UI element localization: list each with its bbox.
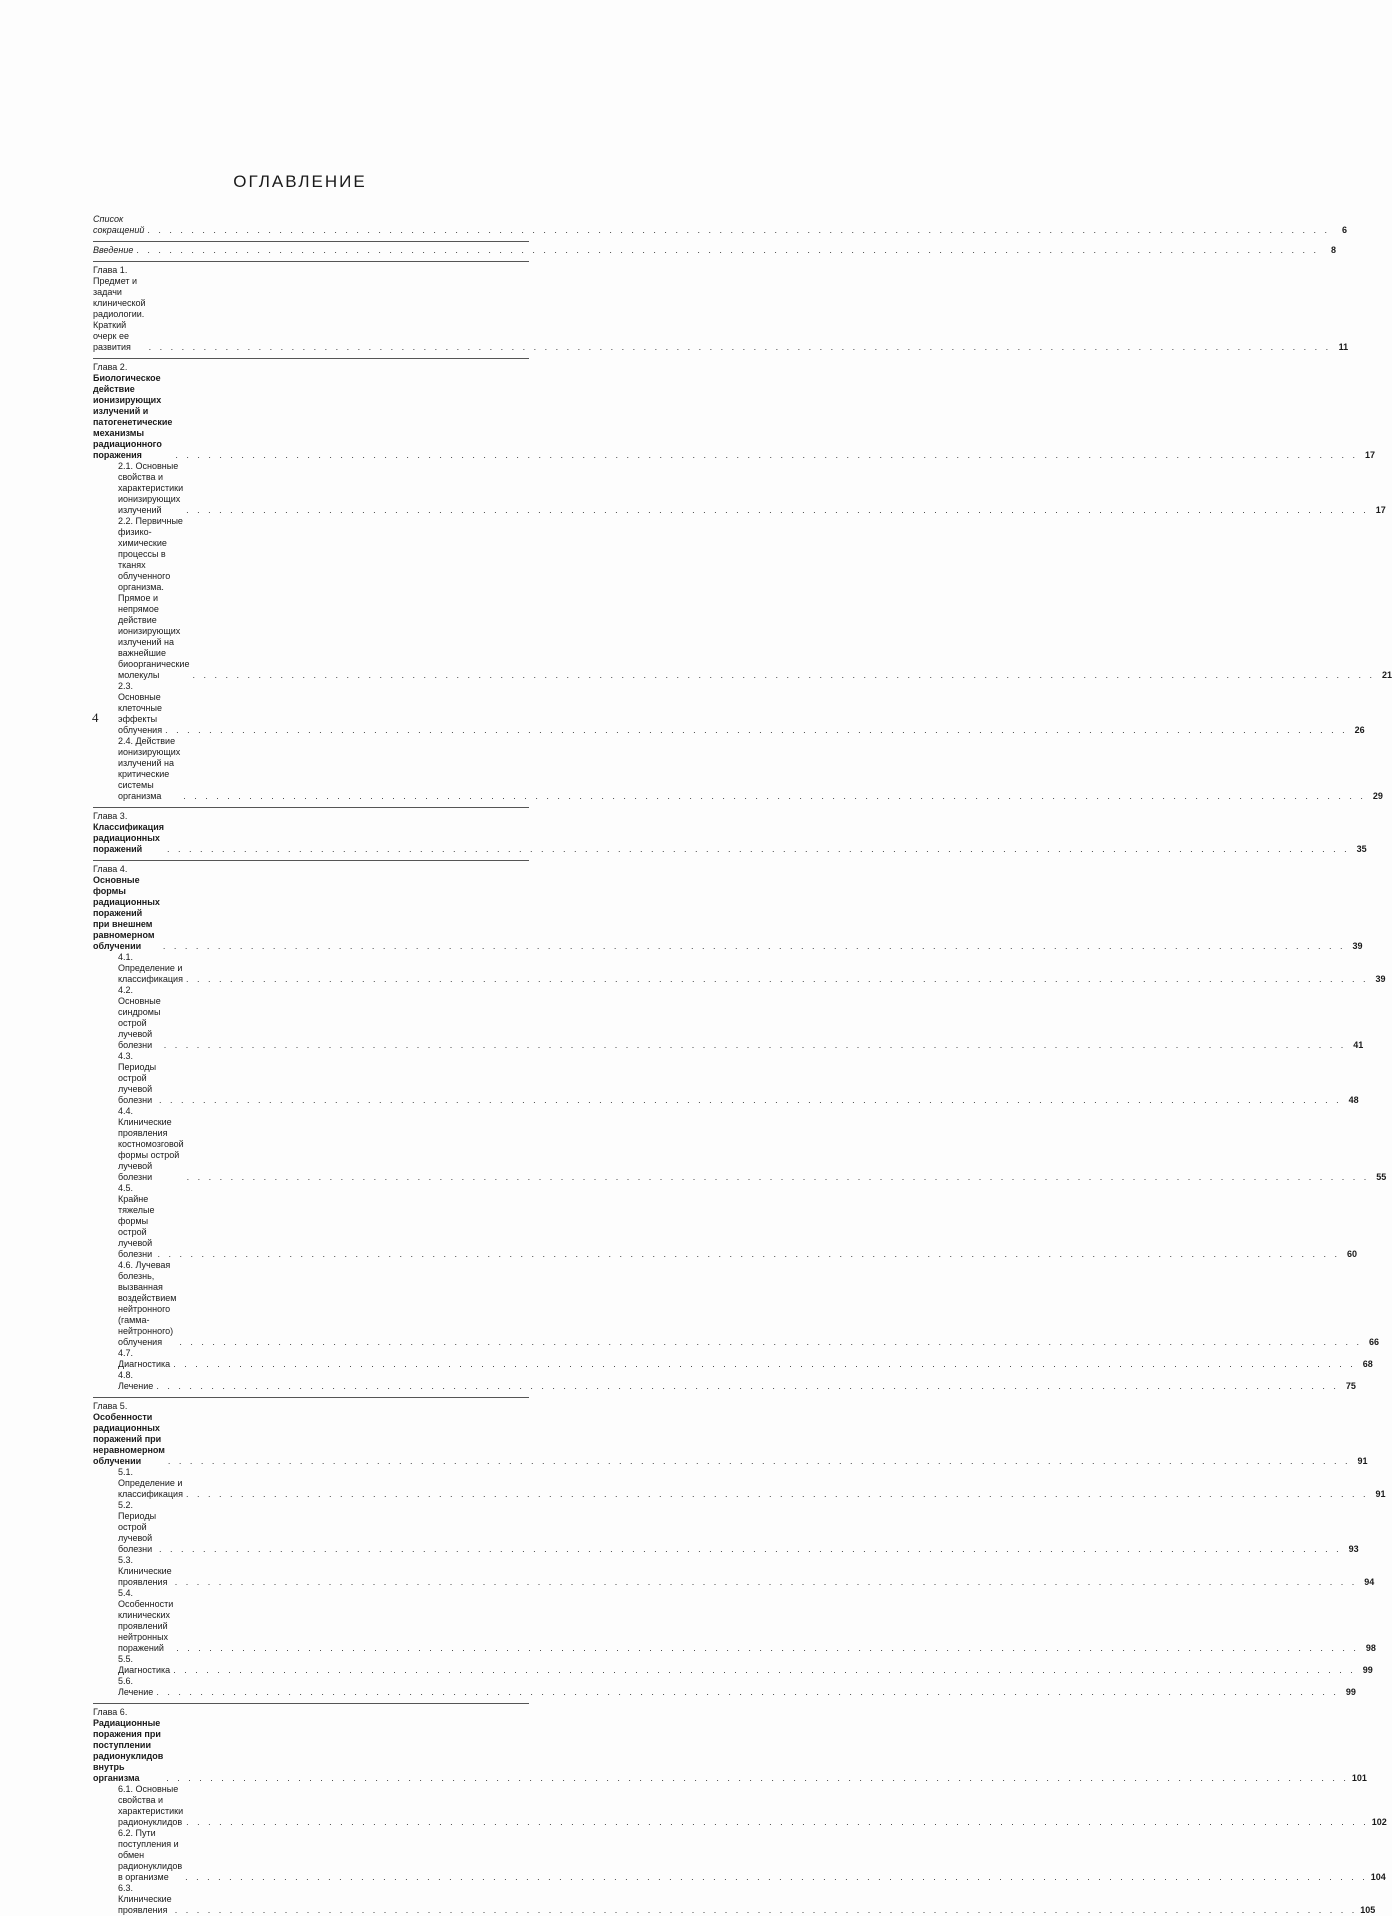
leader-dots <box>164 1040 1347 1051</box>
chapter-prefix: Глава 6. <box>93 1707 128 1717</box>
leader-dots <box>136 245 1319 256</box>
toc-entry-title: 6.2. Пути поступления и обмен радионуклидов в организме <box>118 1828 183 1882</box>
leader-dots <box>175 1577 1358 1588</box>
toc-entry-title: 2.2. Первичные физико-химические процессы в тканях облученного организма. Прямое и непрямое действие ионизирующих излучений на важнейшие биоорганические молекулы <box>118 516 190 680</box>
toc-entry-title: 4.4. Клинические проявления костномозговой формы острой лучевой болезни <box>118 1106 184 1182</box>
toc-chapter-5[interactable] <box>93 1397 1368 1467</box>
toc-entry-title: 5.5. Диагностика <box>118 1654 171 1675</box>
toc-subentry[interactable] <box>93 952 1386 985</box>
leader-dots <box>156 1381 1339 1392</box>
toc-entry-page: 99 <box>1362 1665 1373 1675</box>
leader-dots <box>173 1665 1356 1676</box>
toc-entry-title: 4.3. Периоды острой лучевой болезни <box>118 1051 157 1105</box>
leader-dots <box>173 1359 1356 1370</box>
leader-dots <box>176 1643 1359 1654</box>
leader-dots <box>159 1544 1342 1555</box>
leader-dots <box>183 791 1366 802</box>
toc-entry-page: 39 <box>1375 974 1386 984</box>
leader-dots <box>168 1456 1351 1467</box>
toc-entry-title: 5.3. Клинические проявления <box>118 1555 172 1587</box>
toc-chapter-1[interactable] <box>93 261 1349 353</box>
leader-dots <box>179 1337 1362 1348</box>
toc-entry-page: 48 <box>1348 1095 1359 1105</box>
leader-dots <box>187 1172 1370 1183</box>
toc-subentry[interactable] <box>93 1676 1356 1698</box>
toc-entry-title: 5.1. Определение и классификация <box>118 1467 183 1499</box>
toc-entry-title: 2.4. Действие ионизирующих излучений на критические системы организма <box>118 736 181 801</box>
leader-dots <box>175 450 1358 461</box>
leader-dots <box>163 941 1346 952</box>
toc-entry-page: 102 <box>1371 1817 1387 1827</box>
leader-dots <box>157 1249 1340 1260</box>
toc-entry-title: 2.3. Основные клеточные эффекты облучения <box>118 681 163 735</box>
toc-entry-page: 17 <box>1365 450 1376 460</box>
toc-entry-page: 17 <box>1375 505 1386 515</box>
toc-entry-page: 75 <box>1345 1381 1356 1391</box>
toc-subentry[interactable] <box>93 1555 1375 1588</box>
toc-entry-page: 8 <box>1330 245 1336 255</box>
leader-dots <box>185 1872 1368 1883</box>
leader-dots <box>186 505 1369 516</box>
toc-entry-page: 41 <box>1353 1040 1364 1050</box>
chapter-title: Особенности радиационных поражений при неравномерном облучении <box>93 1412 165 1466</box>
toc-subentry[interactable] <box>93 516 1392 681</box>
toc-entry-page: 11 <box>1338 342 1349 352</box>
toc-subentry[interactable] <box>93 1183 1358 1260</box>
toc-entry-page: 66 <box>1369 1337 1380 1347</box>
toc-entry-title: 5.2. Периоды острой лучевой болезни <box>118 1500 157 1554</box>
toc-entry-title: Список сокращений <box>93 214 145 235</box>
toc-entry-page: 91 <box>1375 1489 1386 1499</box>
toc-entry-title: 4.8. Лечение <box>118 1370 154 1391</box>
leader-dots <box>192 670 1375 681</box>
toc-subentry[interactable] <box>93 1467 1386 1500</box>
toc-entry-page: 91 <box>1357 1456 1368 1466</box>
toc-subentry[interactable] <box>93 1370 1356 1392</box>
toc-entry-title: 4.7. Диагностика <box>118 1348 171 1369</box>
leader-dots <box>186 1817 1369 1828</box>
chapter-title: Основные формы радиационных поражений при внешнем равномерном облучении <box>93 875 160 951</box>
chapter-title: Радиационные поражения при поступлении радионуклидов внутрь организма <box>93 1718 164 1783</box>
leader-dots <box>175 1905 1358 1916</box>
toc-subentry[interactable] <box>93 1828 1386 1883</box>
toc-entry-page: 26 <box>1354 725 1365 735</box>
toc-subentry[interactable] <box>93 1106 1387 1183</box>
toc-entry-page: 98 <box>1365 1643 1376 1653</box>
toc-subentry[interactable] <box>93 736 1383 802</box>
toc-subentry[interactable] <box>93 681 1365 736</box>
toc-chapter-6[interactable] <box>93 1703 1367 1784</box>
toc-entry-page: 39 <box>1352 941 1363 951</box>
toc-subentry[interactable] <box>93 1883 1376 1916</box>
toc-entry-page: 99 <box>1345 1687 1356 1697</box>
chapter-prefix: Глава 3. <box>93 811 128 821</box>
toc-entry-page: 21 <box>1382 670 1392 680</box>
toc-heading: ОГЛАВЛЕНИЕ <box>233 172 367 191</box>
chapter-prefix: Глава 4. <box>93 864 128 874</box>
leader-dots <box>186 974 1369 985</box>
leader-dots <box>165 725 1348 736</box>
toc-entry-page: 35 <box>1356 844 1367 854</box>
table-of-contents <box>93 210 1392 1916</box>
toc-subentry[interactable] <box>93 1260 1380 1348</box>
toc-entry-title: 6.1. Основные свойства и характеристики радионуклидов <box>118 1784 184 1827</box>
toc-chapter-4[interactable] <box>93 860 1363 952</box>
chapter-prefix: Глава 2. <box>93 362 128 372</box>
toc-entry-page: 29 <box>1372 791 1383 801</box>
toc-entry-page: 55 <box>1376 1172 1387 1182</box>
toc-subentry[interactable] <box>93 1784 1387 1828</box>
leader-dots <box>149 342 1332 353</box>
toc-entry-title: 4.5. Крайне тяжелые формы острой лучевой болезни <box>118 1183 155 1259</box>
toc-chapter-2[interactable] <box>93 358 1376 461</box>
leader-dots <box>186 1489 1369 1500</box>
toc-entry-page: 6 <box>1341 225 1347 235</box>
page-number: 4 <box>92 710 99 725</box>
toc-entry-title: 4.6. Лучевая болезнь, вызванная воздействием нейтронного (гамма-нейтронного) облучения <box>118 1260 177 1347</box>
toc-entry-page: 93 <box>1348 1544 1359 1554</box>
toc-chapter-3[interactable] <box>93 807 1367 855</box>
leader-dots <box>147 225 1330 236</box>
toc-subentry[interactable] <box>93 1654 1373 1676</box>
toc-subentry[interactable] <box>93 985 1364 1051</box>
toc-entry-page: 68 <box>1362 1359 1373 1369</box>
chapter-title: Предмет и задачи клинической радиологии. Краткий очерк ее развития <box>93 276 146 352</box>
toc-entry-title: 4.1. Определение и классификация <box>118 952 183 984</box>
toc-entry-page: 101 <box>1351 1773 1367 1783</box>
toc-entry-title: Введение <box>93 245 134 255</box>
chapter-title: Биологическое действие ионизирующих излучений и патогенетические механизмы радиационного поражения <box>93 373 173 460</box>
toc-subentry[interactable] <box>93 1500 1359 1555</box>
chapter-prefix: Глава 1. <box>93 265 128 275</box>
toc-subentry[interactable] <box>93 1348 1373 1370</box>
toc-entry-title: 5.6. Лечение <box>118 1676 154 1697</box>
toc-entry-title: 4.2. Основные синдромы острой лучевой болезни <box>118 985 161 1050</box>
toc-entry-title: 5.4. Особенности клинических проявлений нейтронных поражений <box>118 1588 174 1653</box>
toc-entry-title: 6.3. Клинические проявления <box>118 1883 172 1915</box>
toc-entry[interactable] <box>93 214 1347 236</box>
toc-entry-page: 105 <box>1360 1905 1376 1915</box>
toc-subentry[interactable] <box>93 1051 1359 1106</box>
chapter-prefix: Глава 5. <box>93 1401 128 1411</box>
toc-subentry[interactable] <box>93 1588 1376 1654</box>
toc-entry-page: 104 <box>1370 1872 1386 1882</box>
leader-dots <box>167 844 1350 855</box>
toc-entry[interactable] <box>93 241 1336 256</box>
toc-entry-title: 2.1. Основные свойства и характеристики ионизирующих излучений <box>118 461 184 515</box>
chapter-title: Классификация радиационных поражений <box>93 822 164 854</box>
toc-subentry[interactable] <box>93 461 1386 516</box>
leader-dots <box>166 1773 1349 1784</box>
leader-dots <box>159 1095 1342 1106</box>
toc-entry-page: 94 <box>1364 1577 1375 1587</box>
toc-entry-page: 60 <box>1347 1249 1358 1259</box>
leader-dots <box>156 1687 1339 1698</box>
